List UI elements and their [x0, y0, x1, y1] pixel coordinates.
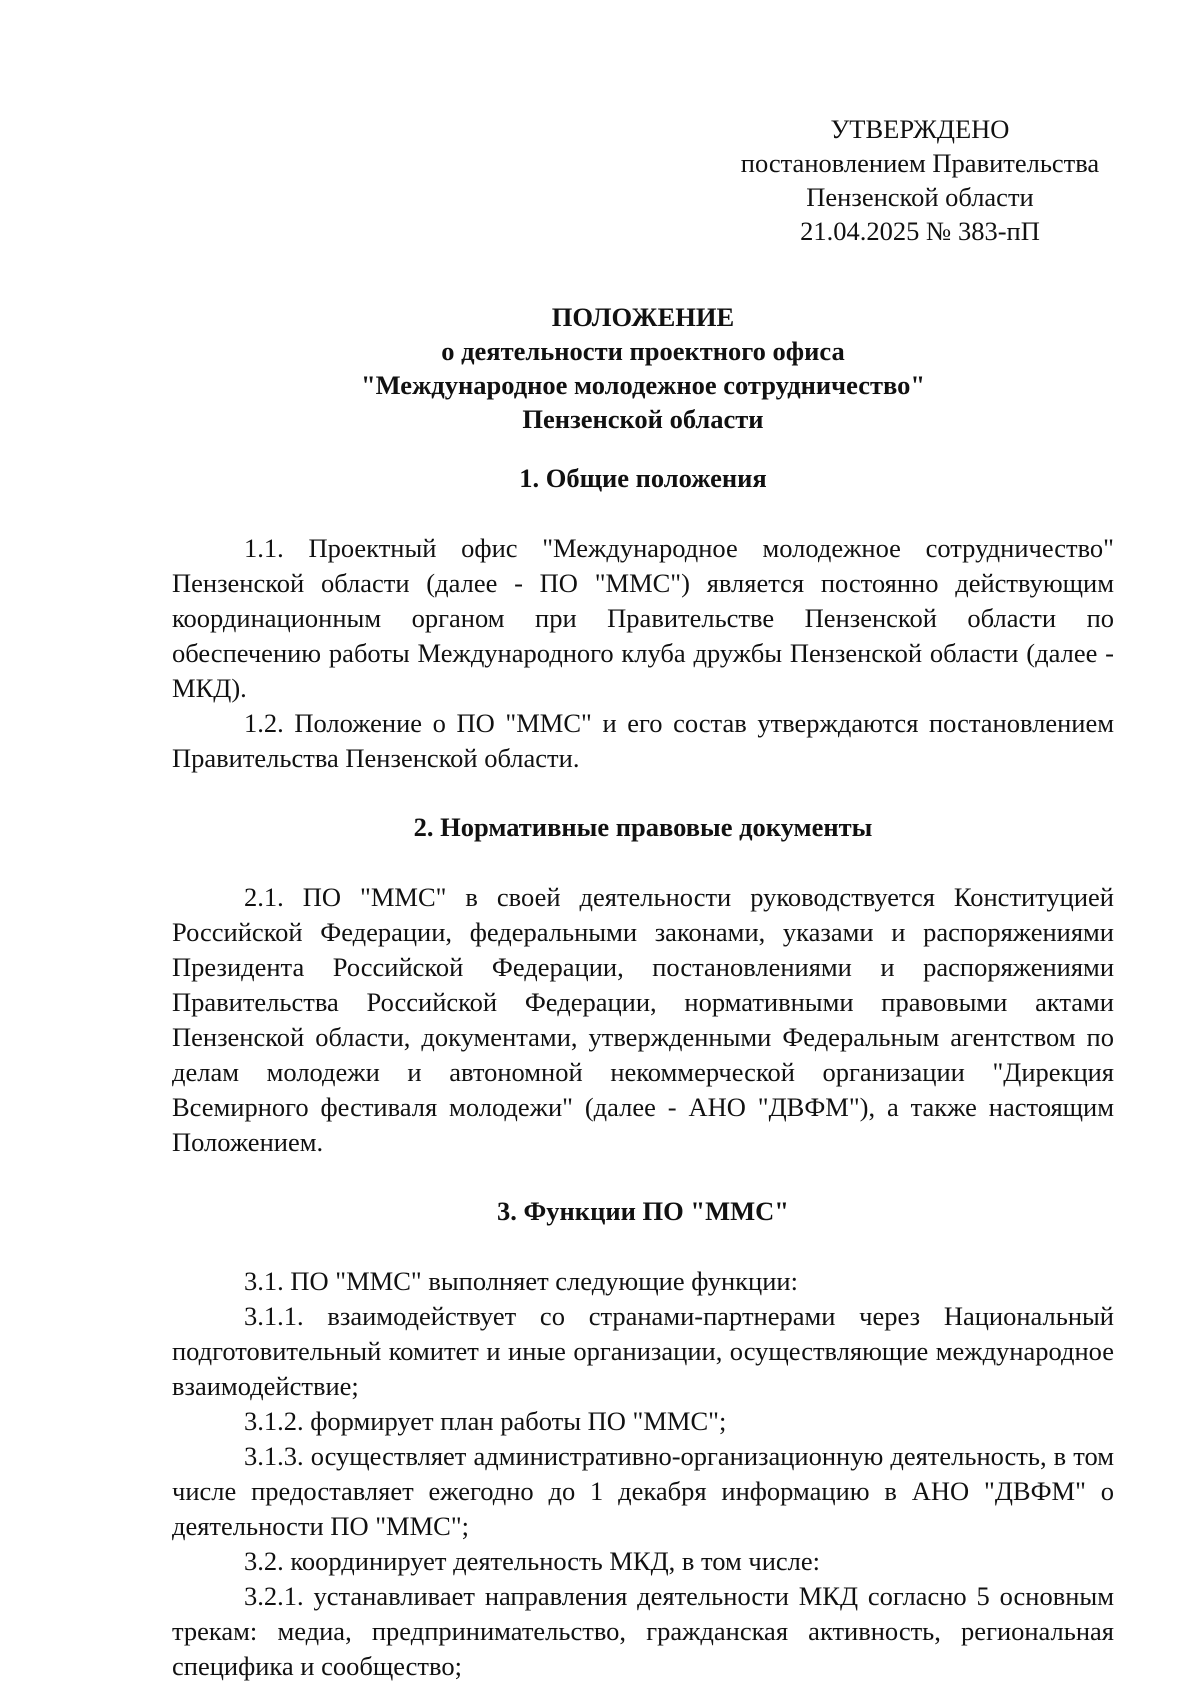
paragraph-3-1-1: 3.1.1. взаимодействует со странами-партнерами через Национальный подготовительный комитет и иные организации, осуществляющие международное взаимодействие;	[172, 1301, 1114, 1401]
approval-authority: постановлением Правительства	[740, 148, 1100, 178]
document-title	[172, 300, 1114, 436]
paragraph-1-1: 1.1. Проектный офис "Международное молодежное сотрудничество" Пензенской области (далее - ПО "ММС") является постоянно действующим координационным органом при Правительстве Пензенской области по обеспечению работы Международного клуба дружбы Пензенской области (далее - МКД).	[172, 533, 1114, 703]
paragraph-3-2-1: 3.2.1. устанавливает направления деятельности МКД согласно 5 основным трекам: медиа, предпринимательство, гражданская активность, региональная специфика и сообщество;	[172, 1581, 1114, 1681]
paragraph-1-2: 1.2. Положение о ПО "ММС" и его состав утверждаются постановлением Правительства Пензенской области.	[172, 708, 1114, 773]
approval-region: Пензенской области	[806, 182, 1034, 212]
approval-stamp: УТВЕРЖДЕНО	[830, 114, 1010, 144]
section-heading-3: 3. Функции ПО "ММС"	[497, 1196, 789, 1226]
title-line-4: Пензенской области	[522, 404, 764, 434]
title-line-3: "Международное молодежное сотрудничество"	[360, 370, 926, 400]
section-heading-1: 1. Общие положения	[519, 463, 767, 493]
section-heading-2: 2. Нормативные правовые документы	[413, 812, 873, 842]
paragraph-3-1-2: 3.1.2. формирует план работы ПО "ММС";	[244, 1406, 727, 1436]
paragraph-3-1-3: 3.1.3. осуществляет административно-организационную деятельность, в том числе предоставляет ежегодно до 1 декабря информацию в АНО "ДВФМ" о деятельности ПО "ММС";	[172, 1441, 1114, 1541]
document-body	[172, 461, 1114, 1684]
approval-date-number: 21.04.2025 № 383-пП	[800, 216, 1040, 246]
paragraph-3-2: 3.2. координирует деятельность МКД, в том числе:	[244, 1546, 821, 1576]
title-line-1: ПОЛОЖЕНИЕ	[551, 302, 735, 332]
title-line-2: о деятельности проектного офиса	[441, 336, 845, 366]
approval-block	[720, 112, 1120, 248]
paragraph-3-1: 3.1. ПО "ММС" выполняет следующие функции:	[244, 1266, 798, 1296]
paragraph-2-1: 2.1. ПО "ММС" в своей деятельности руководствуется Конституцией Российской Федерации, федеральными законами, указами и распоряжениями Президента Российской Федерации, постановлениями и распоряжениями Правительства Российской Федерации, нормативными правовыми актами Пензенской области, документами, утвержденными Федеральным агентством по делам молодежи и автономной некоммерческой организации "Дирекция Всемирного фестиваля молодежи" (далее - АНО "ДВФМ"), а также настоящим Положением.	[172, 882, 1114, 1157]
